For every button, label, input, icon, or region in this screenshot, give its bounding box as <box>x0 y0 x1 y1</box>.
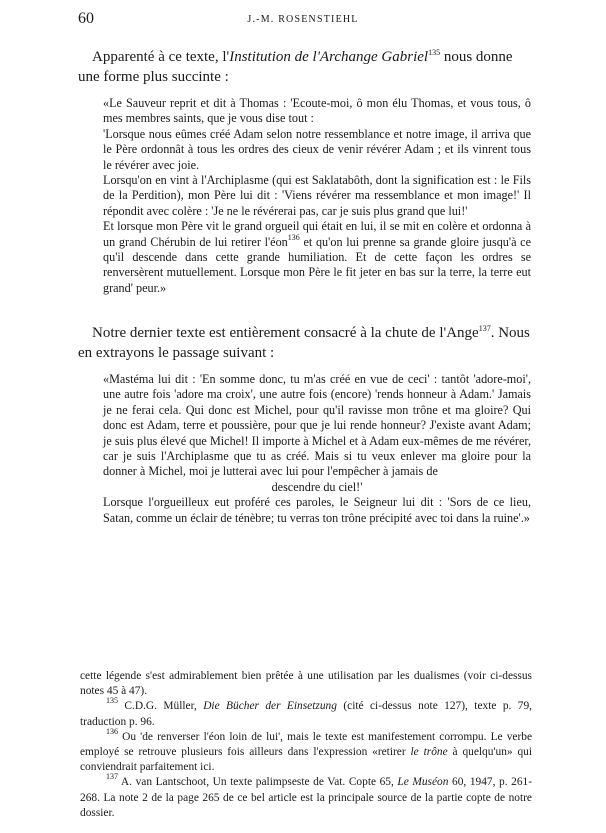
footnote-136-italic: le trône <box>410 746 448 759</box>
quote1-para-3: Lorsqu'on en vint à l'Archiplasme (qui est Saklatabôth, dont la signification est : le Fils de la Perdition), mon Père lui dit : 'Viens révérer ma ressemblance et mon image!' Il répondit avec colère : 'Je ne le révérerai pas, car je suis plus grand que lui!' <box>103 173 531 218</box>
footnote-137-number: 137 <box>106 772 118 782</box>
quote2-para-1: «Mastéma lui dit : 'En somme donc, tu m'as créé en vue de ceci' : tantôt 'adore-moi', une autre fois 'adore ma croix', une autre fois (encore) 'rends honneur à Adam.' Jamais je ne ferai cela. Qui donc est Michel, pour qu'il ravisse mon trône et ma gloire? Qui donc est Adam, terre et poussière, pour que je lui rende honneur? J'existe avant Adam; je suis plus élevé que Michel! Il importe à Michel et à Adam eux-mêmes de me révérer, car je suis l'Archiplasme que tu as créé. Mais si tu veux enlever ma gloire pour la donner à Michel, moi je lutterai avec lui pour l'empêcher à jamais de <box>103 372 531 479</box>
intro-paragraph-2 <box>78 323 533 363</box>
footnotes <box>80 669 532 821</box>
intro-paragraph-1 <box>78 47 533 87</box>
intro1-post: nous donne une forme plus succinte : <box>78 49 513 85</box>
intro2-text: Notre dernier texte est entièrement consacré à la chute de l'Ange <box>92 325 479 341</box>
footnote-136-post: à quelqu'un» qui conviendrait parfaitement ici. <box>80 746 533 774</box>
footnote-137-text: A. van Lantschoot, Un texte palimpseste de Vat. Copte 65, <box>118 776 398 789</box>
quote2-para-2: Lorsque l'orgueilleux eut proféré ces paroles, le Seigneur lui dit : 'Sors de ce lieu, Satan, comme un éclair de ténèbre; tu verras ton trône précipité avec toi dans la ruine'.» <box>103 495 531 525</box>
footnote-136-number: 136 <box>106 726 118 736</box>
quote1-para-2: 'Lorsque nous eûmes créé Adam selon notre ressemblance et notre image, il arriva que le Père ordonnât à tous les ordres des cieux de venir révérer Adam ; et ils vinrent tous le révérer avec joie. <box>103 126 531 172</box>
intro2-post: . Nous en extrayons le passage suivant : <box>78 325 530 361</box>
page-number: 60 <box>78 10 94 27</box>
intro1-text: Apparenté à ce texte, l' <box>92 49 230 65</box>
quotation-1 <box>103 96 531 296</box>
footnote-135-post: (cité ci-dessus note 127), texte p. 79, traduction p. 96. <box>80 700 533 728</box>
footnote-137-journal: Le Muséon <box>397 776 449 789</box>
quote1-para-4 <box>103 219 531 296</box>
footnote-ref-137[interactable]: 137 <box>478 324 491 333</box>
footnote-136 <box>80 726 533 776</box>
footnote-continuation: cette légende s'est admirablement bien prêtée à une utilisation par les dualismes (voir ci-dessus notes 45 à 47). <box>80 670 532 698</box>
quote2-para-1-last: descendre du ciel!' <box>271 479 363 494</box>
running-head: J.-M. ROSENSTIEHL <box>247 14 359 25</box>
intro1-title: Institution de l'Archange Gabriel <box>229 49 429 65</box>
footnote-ref-136[interactable]: 136 <box>287 232 300 242</box>
footnote-135 <box>80 696 533 729</box>
footnote-135-title: Die Bücher der Einsetzung <box>203 700 337 713</box>
footnote-137-post: 60, 1947, p. 261-268. La note 2 de la page 265 de ce bel article est la principale source de la partie copte de notre dossier. <box>80 776 532 819</box>
quotation-2 <box>103 372 531 526</box>
quote1-para-4-text: Et lorsque mon Père vit le grand orgueil qui était en lui, il se mit en colère et ordonna à un grand Chérubin de lui retirer l'éon <box>103 219 531 249</box>
footnote-137 <box>80 772 532 821</box>
quote1-para-1: «Le Sauveur reprit et dit à Thomas : 'Ecoute-moi, ô mon élu Thomas, et vous tous, ô mes membres saints, que je vous dise tout : <box>103 96 531 126</box>
footnote-135-text: C.D.G. Müller, <box>118 700 204 713</box>
footnote-135-number: 135 <box>106 696 118 706</box>
footnote-ref-135[interactable]: 135 <box>428 48 441 57</box>
quote1-para-4-post: et qu'on lui prenne sa grande gloire jusqu'à ce qu'il descende dans cette grande humiliation. Et de cette façon les ordres se renversèrent mutuellement. Lorsque mon Père le fit jeter en bas sur la terre, la terre eut grand' peur.» <box>103 234 531 295</box>
footnote-136-text: Ou 'de renverser l'éon loin de lui', mais le texte est manifestement corrompu. Le verbe employé se retrouve plusieurs fois ailleurs dans l'expression «retirer <box>80 730 532 759</box>
